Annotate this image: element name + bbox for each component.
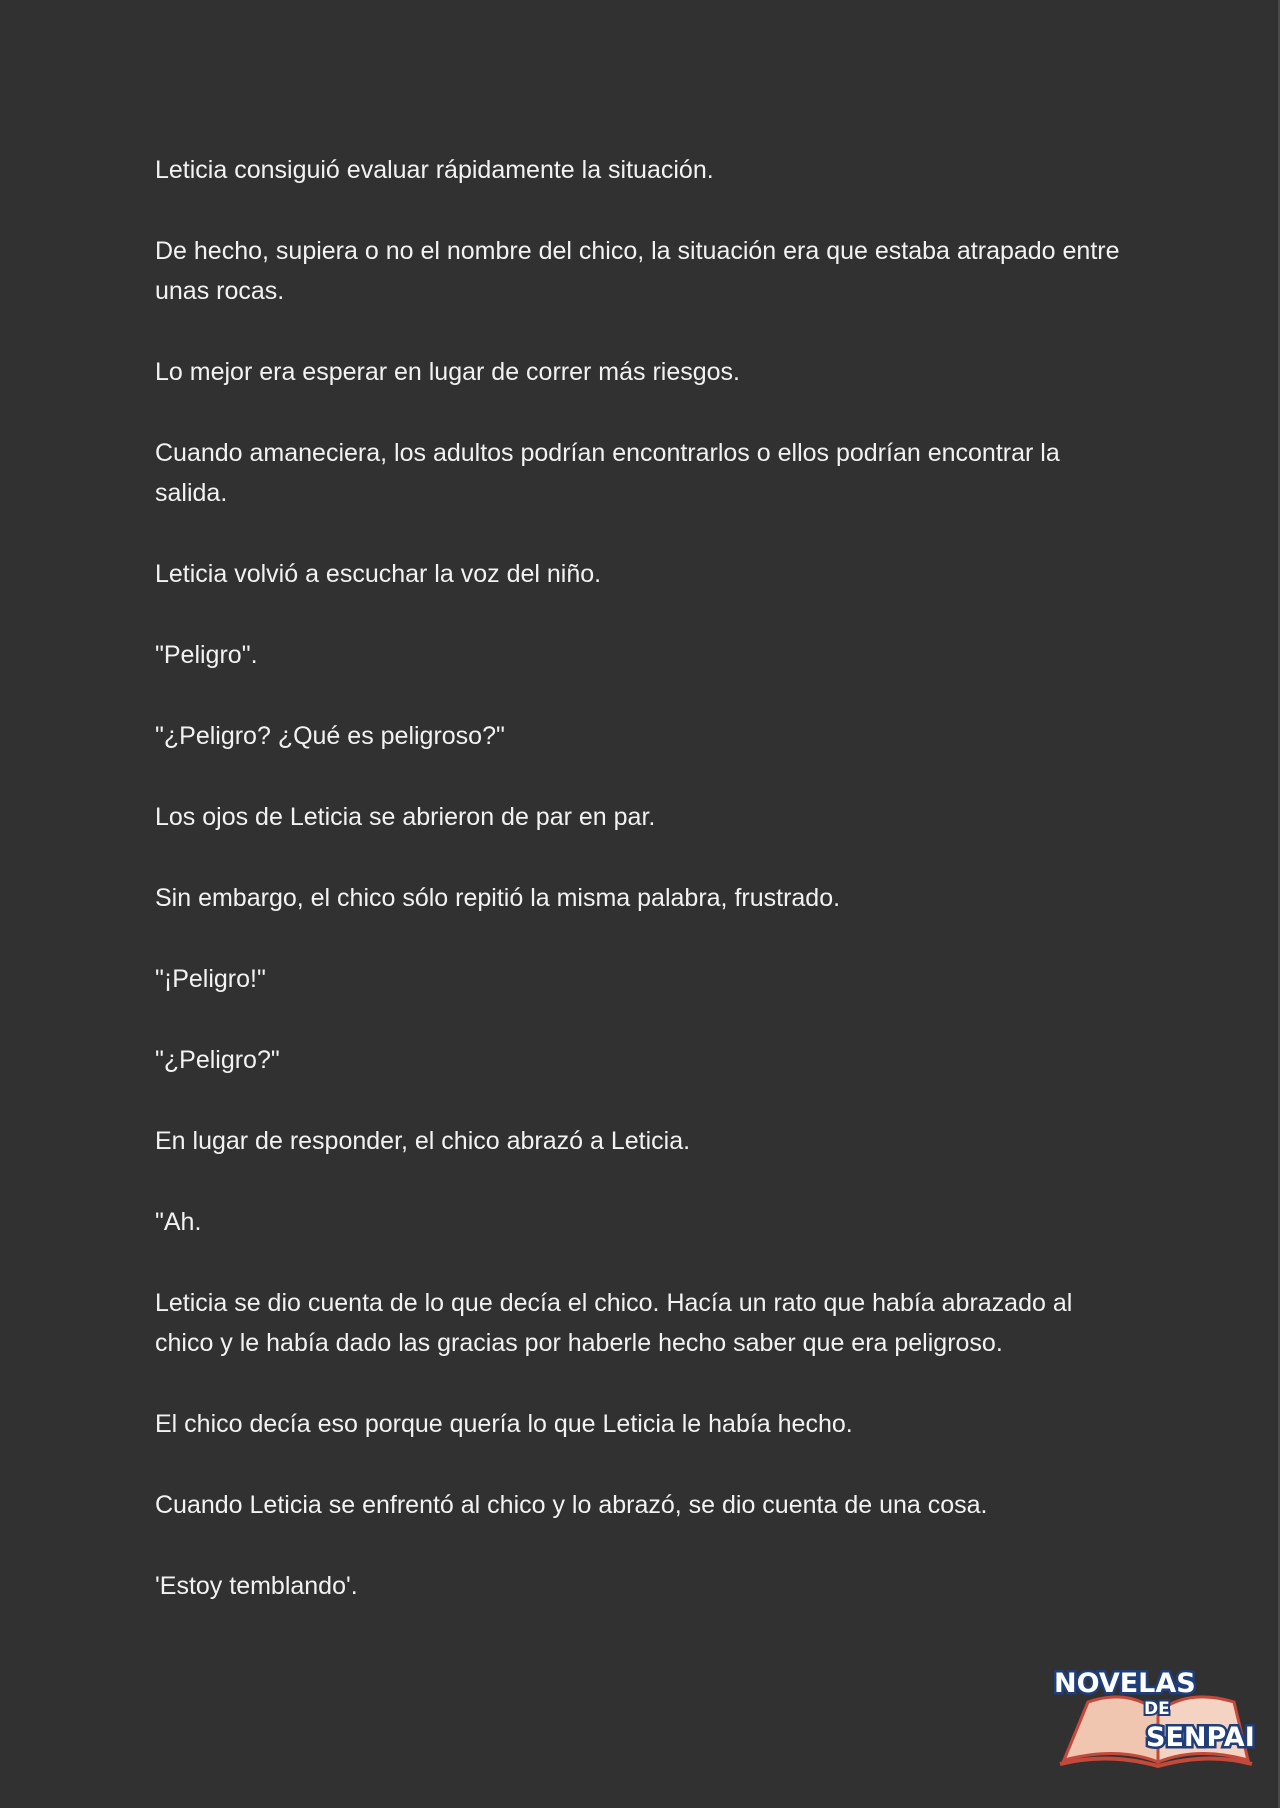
paragraph: Leticia consiguió evaluar rápidamente la situación. [155,156,714,184]
paragraph: Leticia volvió a escuchar la voz del niño. [155,560,602,588]
paragraph: Sin embargo, el chico sólo repitió la misma palabra, frustrado. [155,884,841,912]
logo-text-senpai: SENPAI [1146,1722,1255,1753]
paragraph: En lugar de responder, el chico abrazó a Leticia. [155,1127,691,1155]
novelas-de-senpai-logo [1048,1662,1260,1770]
paragraph: 'Estoy temblando'. [155,1572,358,1600]
logo-text-de: DE [1144,1699,1170,1719]
paragraph: El chico decía eso porque quería lo que Leticia le había hecho. [155,1410,853,1438]
paragraph: Cuando amaneciera, los adultos podrían encontrarlos o ellos podrían encontrar la salida. [155,439,1060,507]
paragraph: "¿Peligro?" [155,1046,280,1074]
paragraph: "Peligro". [155,641,258,669]
paragraph: Los ojos de Leticia se abrieron de par en par. [155,803,656,831]
paragraph: "¿Peligro? ¿Qué es peligroso?" [155,722,505,750]
paragraph: "Ah. [155,1208,202,1236]
logo-text-novelas: NOVELAS [1054,1668,1196,1699]
paragraph: Leticia se dio cuenta de lo que decía el chico. Hacía un rato que había abrazado al chico y le había dado las gracias por haberle hecho saber que era peligroso. [155,1289,1073,1357]
chapter-text [155,150,1135,1647]
paragraph: Lo mejor era esperar en lugar de correr más riesgos. [155,358,740,386]
open-book-icon [1048,1662,1260,1770]
paragraph: Cuando Leticia se enfrentó al chico y lo abrazó, se dio cuenta de una cosa. [155,1491,988,1519]
paragraph: De hecho, supiera o no el nombre del chico, la situación era que estaba atrapado entre unas rocas. [155,237,1120,305]
paragraph: "¡Peligro!" [155,965,266,993]
